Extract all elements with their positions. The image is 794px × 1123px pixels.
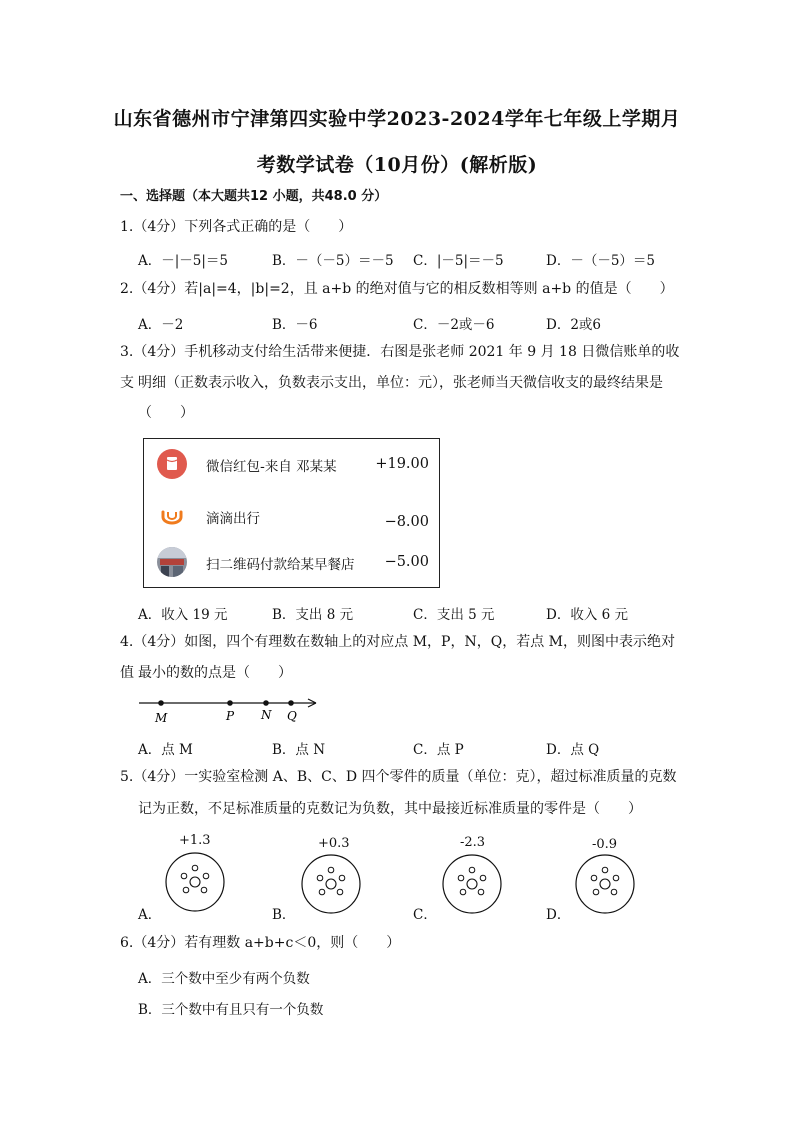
question-3-line2: 明细（正数表示收入，负数表示支出，单位：元），张老师当天微信收支的最终结果是 [138, 375, 663, 391]
point-q-dot [288, 700, 294, 706]
q3-option-c: C．支出 5 元 [413, 607, 495, 623]
q4-option-c: C．点 P [413, 742, 464, 758]
part-a-diagram [164, 851, 226, 913]
q2-option-c: C．－2或－6 [413, 317, 495, 333]
part-c-value: -2.3 [460, 835, 486, 850]
point-n-dot [263, 700, 269, 706]
question-5-line2: 记为正数，不足标准质量的克数记为负数，其中最接近标准质量的零件是（ ） [138, 801, 642, 817]
question-5-line1: 5.（4分）一实验室检测 A、B、C、D 四个零件的质量（单位：克），超过标准质量的克数 [120, 769, 677, 785]
q4-option-d: D．点 Q [546, 742, 600, 758]
question-3-line1: 3.（4分）手机移动支付给生活带来便捷．右图是张老师 2021 年 9 月 18 日微信账单的收支 [120, 344, 680, 391]
red-envelope-icon [157, 449, 187, 479]
q5-option-d: D． [546, 907, 571, 923]
q1-option-c: C．|－5|＝－5 [413, 253, 504, 269]
q5-option-a: A． [138, 907, 162, 923]
part-b-value: +0.3 [318, 836, 350, 851]
didi-logo-icon [157, 501, 187, 531]
q1-option-d: D．－（－5）＝5 [546, 253, 656, 269]
point-p-dot [227, 700, 233, 706]
question-4-line2: 最小的数的点是（ ） [138, 665, 292, 681]
point-p-label: P [226, 709, 235, 723]
document-title-line2: 考数学试卷（10月份）(解析版) [256, 154, 538, 176]
q1-option-b: B．－（－5）＝－5 [272, 253, 394, 269]
q5-option-b: B． [272, 907, 296, 923]
q3-option-a: A．收入 19 元 [138, 607, 228, 623]
shop-photo-icon [157, 547, 187, 577]
q6-option-a: A．三个数中至少有两个负数 [138, 971, 310, 987]
point-m-dot [158, 700, 164, 706]
bill-item-label-2: 滴滴出行 [206, 511, 260, 527]
bill-item-amount-1: +19.00 [375, 456, 429, 472]
q3-option-b: B．支出 8 元 [272, 607, 354, 623]
q4-option-a: A．点 M [138, 742, 193, 758]
number-line-figure [136, 694, 326, 728]
part-d-value: -0.9 [592, 837, 618, 852]
bill-item-amount-2: −8.00 [384, 514, 429, 530]
bill-item-label-1: 微信红包-来自 邓某某 [206, 459, 337, 475]
point-n-label: N [261, 708, 272, 722]
section-heading: 一、选择题（本大题共12 小题，共48.0 分） [120, 189, 388, 204]
q6-option-b: B．三个数中有且只有一个负数 [138, 1002, 324, 1018]
bill-item-amount-3: −5.00 [384, 554, 429, 570]
wechat-bill-card [143, 438, 440, 588]
q1-option-a: A．－|－5|＝5 [138, 253, 229, 269]
question-4-line1: 4.（4分）如图，四个有理数在数轴上的对应点 M，P，N，Q，若点 M，则图中表示绝对值 [120, 634, 675, 681]
document-title-line1: 山东省德州市宁津第四实验中学2023-2024学年七年级上学期月 [113, 108, 681, 130]
part-d-diagram [574, 853, 636, 915]
question-1: 1.（4分）下列各式正确的是（ ） [120, 219, 353, 235]
question-6: 6.（4分）若有理数 a+b+c＜0，则（ ） [120, 935, 401, 951]
part-b-diagram [300, 853, 362, 915]
question-3-line3: （ ） [138, 405, 194, 421]
point-q-label: Q [287, 709, 297, 723]
q2-option-d: D．2或6 [546, 317, 602, 333]
q4-option-b: B．点 N [272, 742, 326, 758]
question-2: 2.（4分）若|a|=4，|b|=2，且 a+b 的绝对值与它的相反数相等则 a+b 的值是（ ） [120, 281, 674, 297]
part-a-value: +1.3 [179, 833, 211, 848]
q5-option-c: C． [413, 907, 437, 923]
part-c-diagram [441, 853, 503, 915]
bill-item-label-3: 扫二维码付款给某早餐店 [206, 557, 355, 573]
q3-option-d: D．收入 6 元 [546, 607, 628, 623]
q2-option-a: A．－2 [138, 317, 184, 333]
point-m-label: M [155, 711, 168, 725]
q2-option-b: B．－6 [272, 317, 318, 333]
